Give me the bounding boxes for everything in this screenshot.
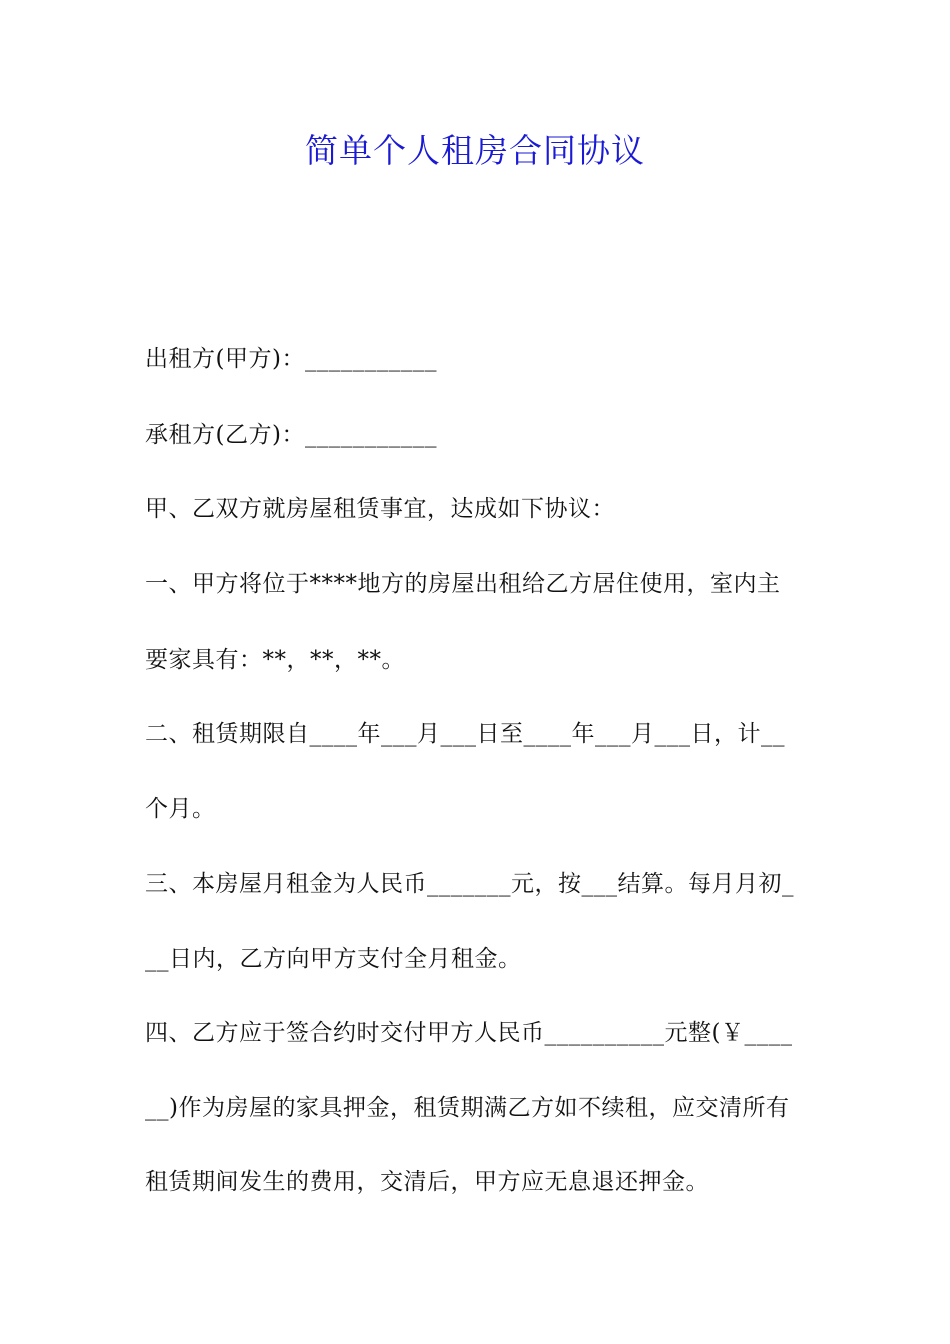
clause-4-line-2: __)作为房屋的家具押金，租赁期满乙方如不续租，应交清所有 xyxy=(145,1095,790,1121)
clause-1-line-1: 一、甲方将位于****地方的房屋出租给乙方居住使用，室内主 xyxy=(145,571,781,597)
clause-4-line-3: 租赁期间发生的费用，交清后，甲方应无息退还押金。 xyxy=(145,1169,709,1195)
clause-3-line-2: __日内，乙方向甲方支付全月租金。 xyxy=(145,946,522,972)
clause-2-line-1: 二、租赁期限自____年___月___日至____年___月___日，计__ xyxy=(145,721,785,747)
document-title: 简单个人租房合同协议 xyxy=(305,131,645,170)
clause-4-line-1: 四、乙方应于签合约时交付甲方人民币__________元整(￥____ xyxy=(145,1020,793,1046)
agreement-intro: 甲、乙双方就房屋租赁事宜，达成如下协议： xyxy=(145,496,615,522)
clause-3-line-1: 三、本房屋月租金为人民币_______元，按___结算。每月月初_ xyxy=(145,871,794,897)
tenant-line: 承租方(乙方)：___________ xyxy=(145,422,437,448)
landlord-line: 出租方(甲方)：___________ xyxy=(145,346,437,372)
clause-2-line-2: 个月。 xyxy=(145,796,216,822)
clause-1-line-2: 要家具有：**，**，**。 xyxy=(145,647,405,673)
